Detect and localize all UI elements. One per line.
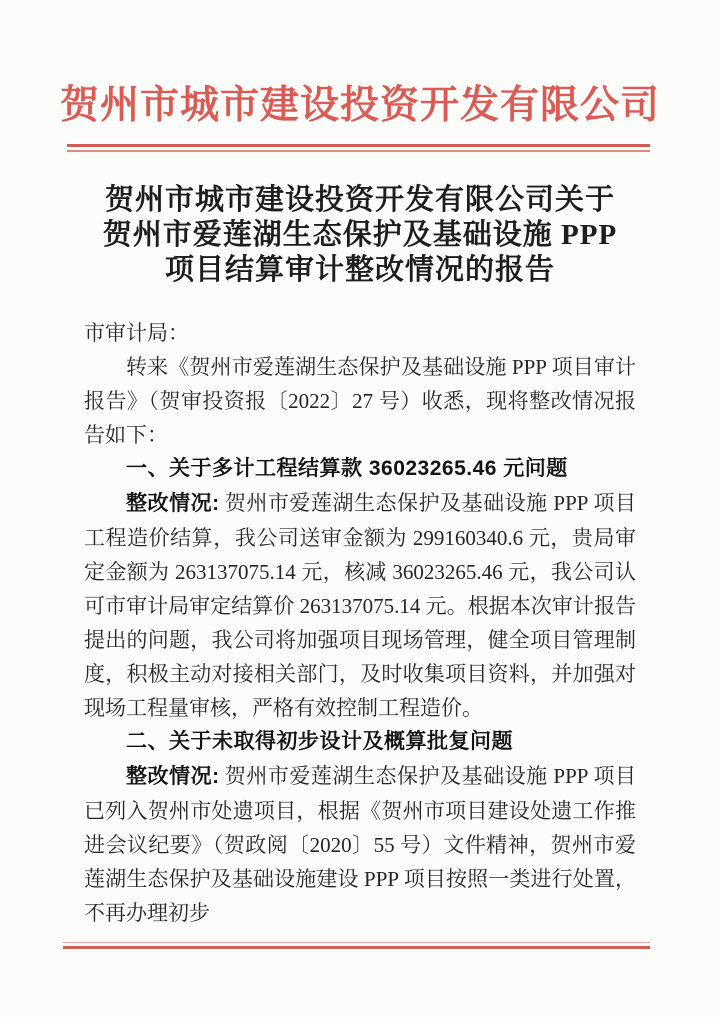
section-heading-2: 二、关于未取得初步设计及概算批复问题 — [126, 730, 513, 753]
title-line-2: 贺州市爱莲湖生态保护及基础设施 PPP — [102, 219, 618, 251]
footer-divider-line — [63, 942, 650, 949]
rectification-label-2: 整改情况: — [126, 765, 220, 788]
paragraph-rectification-2 — [84, 759, 636, 930]
rectification-label-1: 整改情况: — [126, 492, 220, 515]
letterhead-divider-line — [67, 144, 650, 152]
salutation: 市审计局： — [84, 321, 189, 345]
paragraph-rectification-2-text: 贺州市爱莲湖生态保护及基础设施 PPP 项目已列入贺州市处遗项目，根据《贺州市项目建设处遗工作推进会议纪要》（贺政阅〔2020〕55 号）文件精神，贺州市爱莲湖生态保护及基础设施建设 PPP 项目按照一类进行处置，不再办理初步 — [84, 764, 636, 925]
letterhead-company-name: 贺州市城市建设投资开发有限公司 — [59, 84, 660, 127]
title-line-3: 项目结算审计整改情况的报告 — [164, 254, 555, 286]
document-body — [84, 316, 636, 930]
section-heading-1: 一、关于多计工程结算款 36023265.46 元问题 — [126, 457, 568, 480]
paragraph-intro: 转来《贺州市爱莲湖生态保护及基础设施 PPP 项目审计报告》（贺审投资报〔2022〕27 号）收悉，现将整改情况报告如下： — [84, 355, 636, 447]
paragraph-rectification-1-text: 贺州市爱莲湖生态保护及基础设施 PPP 项目工程造价结算，我公司送审金额为 299160340.6 元，贵局审定金额为 263137075.14 元，核减 36023265.46 元，我公司认可市审计局审定结算价 263137075.14 元。根据本次审计报告提出的问题，我公司将加强项目现场管理，健全项目管理制度，积极主动对接相关部门，及时收集项目资料，并加强对现场工程量审核，严格有效控制工程造价。 — [84, 491, 636, 720]
paragraph-rectification-1 — [84, 486, 636, 725]
title-line-1: 贺州市城市建设投资开发有限公司关于 — [104, 184, 615, 216]
document-title — [40, 183, 680, 288]
